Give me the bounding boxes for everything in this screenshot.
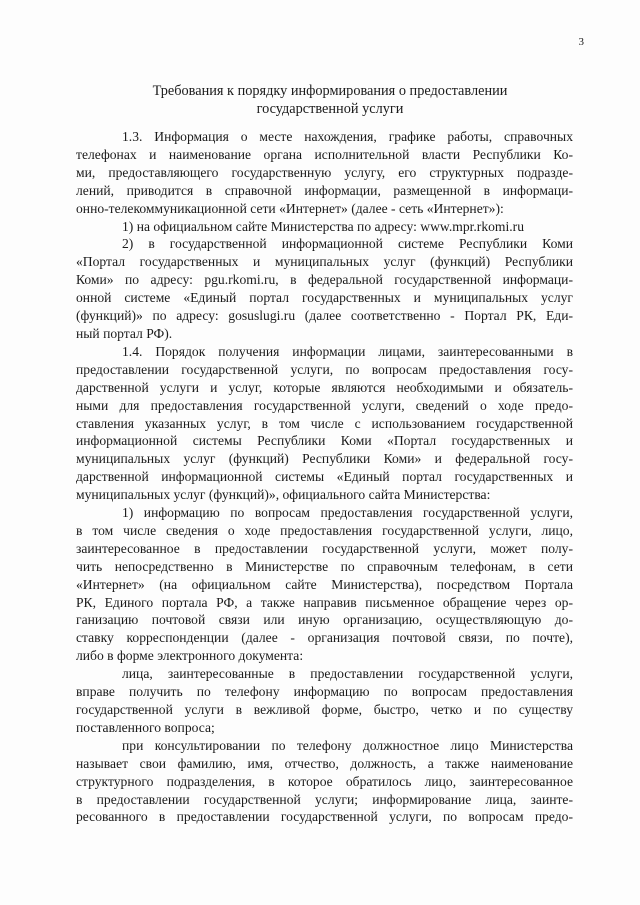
paragraph-line: ными для предоставления государственной услуги, сведений о ходе предо- — [76, 397, 573, 413]
paragraph-line: информационной системы Республики Коми «Портал государственных и — [76, 433, 573, 449]
paragraph — [76, 235, 573, 342]
paragraph — [76, 737, 573, 827]
paragraph-line: чить непосредственно в Министерстве по справочным телефонам, в сети — [76, 558, 573, 574]
paragraph-line: лица, заинтересованные в предоставлении государственной услуги, — [122, 666, 573, 682]
paragraph — [76, 218, 573, 236]
paragraph-line: ресованного в предоставлении государственной услуги, по вопросам предо- — [76, 809, 573, 825]
paragraph-line: муниципальных услуг (функций)», официального сайта Министерства: — [76, 487, 491, 503]
paragraph-line: 1) информацию по вопросам предоставления государственной услуги, — [122, 505, 573, 521]
paragraph-line: (функций)» по адресу: gosuslugi.ru (далее соответственно - Портал РК, Еди- — [76, 308, 573, 324]
paragraph-line: ставления указанных услуг, в том числе с использованием государственной — [76, 415, 573, 431]
paragraph — [76, 128, 573, 218]
section-title — [80, 82, 580, 118]
paragraph-line: муниципальных услуг (функций) Республики Коми» и федеральной госу- — [76, 451, 573, 467]
paragraph-line: «Портал государственных и муниципальных услуг (функций) Республики — [76, 254, 573, 270]
paragraph-line: в предоставлении государственной услуги; информирование лица, заинте- — [76, 791, 573, 807]
paragraph-line: онно-телекоммуникационной сети «Интернет» (далее - сеть «Интернет»): — [76, 200, 504, 216]
section-title-line-2: государственной услуги — [256, 101, 404, 117]
paragraph-line: «Интернет» (на официальном сайте Министерства), посредством Портала — [76, 576, 573, 592]
paragraph-line: при консультировании по телефону должностное лицо Министерства — [122, 737, 573, 753]
paragraph-line: ганизацию почтовой связи или иную организацию, осуществляющую до- — [76, 612, 573, 628]
paragraph-line: дарственной информационной системы «Единый портал государственных и — [76, 469, 573, 485]
paragraph — [76, 343, 573, 504]
paragraph-line: либо в форме электронного документа: — [76, 648, 304, 664]
paragraph-line: в том числе сведения о ходе предоставления государственной услуги, лицо, — [76, 522, 573, 538]
paragraph-line: 1.3. Информация о месте нахождения, графике работы, справочных — [122, 129, 573, 144]
paragraph-line: государственной услуги в вежливой форме, быстро, четко и по существу — [76, 702, 573, 717]
paragraph-line: ный портал РФ). — [76, 325, 173, 341]
paragraph-line: называет свои фамилию, имя, отчество, должность, а также наименование — [76, 755, 573, 771]
paragraph-line: 2) в государственной информационной системе Республики Коми — [122, 236, 573, 252]
paragraph-line: ставку корреспонденции (далее - организация почтовой связи, по почте), — [76, 630, 573, 646]
paragraph-line: 1.4. Порядок получения информации лицами, заинтересованными в — [122, 343, 573, 359]
paragraph-line: вправе получить по телефону информацию по вопросам предоставления — [76, 684, 573, 700]
paragraph-line: поставленного вопроса; — [76, 719, 215, 735]
document-body — [76, 128, 573, 826]
section-title-line-1: Требования к порядку информирования о предоставлении — [152, 83, 508, 99]
paragraph-line: телефонах и наименование органа исполнительной власти Республики Ко- — [76, 146, 573, 162]
paragraph-line: предоставлении государственной услуги, по вопросам предоставления госу- — [76, 361, 573, 377]
paragraph-line: 1) на официальном сайте Министерства по адресу: www.mpr.rkomi.ru — [122, 218, 524, 234]
paragraph-line: ми, предоставляющего государственную услугу, его структурных подразде- — [76, 164, 573, 180]
paragraph-line: заинтересованное в предоставлении государственной услуги, может полу- — [76, 540, 573, 556]
paragraph-line: Коми» по адресу: pgu.rkomi.ru, в федеральной государственной информаци- — [76, 272, 573, 288]
paragraph-line: лений, приводится в справочной информации, размещенной в информаци- — [76, 182, 573, 198]
page-number: 3 — [578, 36, 584, 48]
paragraph-line: структурного подразделения, в которое обратилось лицо, заинтересованное — [76, 773, 573, 789]
paragraph-line: РК, Единого портала РФ, а также направив письменное обращение через ор- — [76, 594, 573, 610]
paragraph — [76, 504, 573, 665]
paragraph-line: дарственной услуги и услуг, которые являются необходимыми и обязатель- — [76, 379, 573, 395]
paragraph — [76, 665, 573, 737]
paragraph-line: онной системе «Единый портал государственных и муниципальных услуг — [76, 290, 573, 306]
